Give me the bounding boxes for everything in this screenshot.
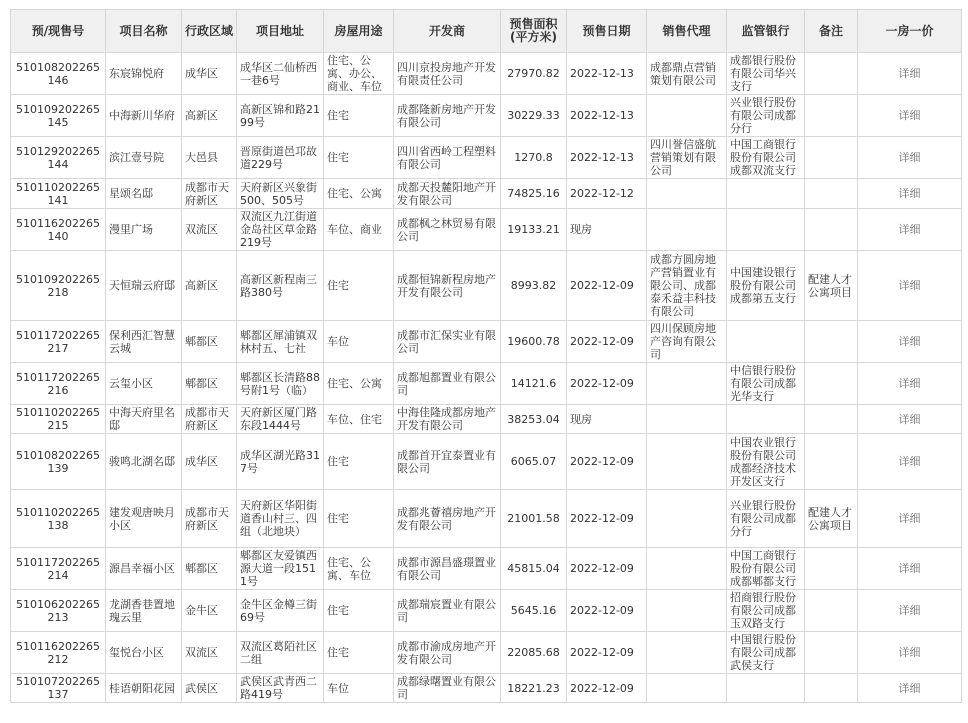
- table-row: [11, 53, 962, 95]
- cell-usage: 住宅: [324, 434, 394, 490]
- cell-bank: 招商银行股份有限公司成都玉双路支行: [727, 590, 805, 632]
- table-row: [11, 179, 962, 209]
- cell-bank: [727, 209, 805, 251]
- cell-note: [805, 53, 858, 95]
- cell-bank: 中国工商银行股份有限公司成都郫都支行: [727, 548, 805, 590]
- cell-address: 郫都区友爱镇西源大道一段1511号: [237, 548, 324, 590]
- cell-developer: 成都枫之林贸易有限公司: [394, 209, 501, 251]
- detail-link[interactable]: 详细: [898, 335, 921, 348]
- cell-district: 郫都区: [182, 321, 237, 363]
- cell-date: 2022-12-13: [567, 95, 647, 137]
- cell-area: 21001.58: [501, 490, 567, 548]
- cell-bank: 兴业银行股份有限公司成都分行: [727, 95, 805, 137]
- col-header-date: 预售日期: [567, 10, 647, 53]
- cell-usage: 住宅: [324, 95, 394, 137]
- cell-agent: [647, 674, 727, 703]
- cell-usage: 车位: [324, 674, 394, 703]
- cell-district: 郫都区: [182, 363, 237, 405]
- cell-presale-number: 510107202265137: [11, 674, 106, 703]
- detail-link[interactable]: 详细: [898, 187, 921, 200]
- cell-agent: [647, 363, 727, 405]
- cell-detail-link: [858, 405, 962, 434]
- detail-link[interactable]: 详细: [898, 412, 921, 426]
- col-header-usage: 房屋用途: [324, 10, 394, 53]
- cell-usage: 住宅: [324, 590, 394, 632]
- cell-bank: 成都银行股份有限公司华兴支行: [727, 53, 805, 95]
- cell-date: 2022-12-09: [567, 321, 647, 363]
- cell-date: 2022-12-09: [567, 434, 647, 490]
- cell-usage: 住宅、公寓: [324, 363, 394, 405]
- cell-detail-link: [858, 590, 962, 632]
- cell-developer: 成都绿曙置业有限公司: [394, 674, 501, 703]
- cell-agent: 成都方圆房地产营销置业有限公司、成都泰禾益丰科技有限公司: [647, 251, 727, 321]
- cell-address: 双流区九江街道金岛社区草金路219号: [237, 209, 324, 251]
- cell-bank: 中国农业银行股份有限公司成都经济技术开发区支行: [727, 434, 805, 490]
- table-row: [11, 95, 962, 137]
- col-header-note: 备注: [805, 10, 858, 53]
- cell-address: 天府新区厦门路东段1444号: [237, 405, 324, 434]
- cell-district: 成华区: [182, 53, 237, 95]
- cell-agent: [647, 179, 727, 209]
- cell-date: 2022-12-09: [567, 490, 647, 548]
- cell-agent: [647, 632, 727, 674]
- cell-district: 高新区: [182, 251, 237, 321]
- table-row: [11, 490, 962, 548]
- cell-area: 74825.16: [501, 179, 567, 209]
- cell-area: 8993.82: [501, 251, 567, 321]
- detail-link[interactable]: 详细: [898, 279, 921, 292]
- cell-agent: [647, 490, 727, 548]
- cell-district: 大邑县: [182, 137, 237, 179]
- cell-usage: 车位、住宅: [324, 405, 394, 434]
- cell-date: 2022-12-09: [567, 363, 647, 405]
- col-header-project-name: 项目名称: [106, 10, 182, 53]
- detail-link[interactable]: 详细: [898, 646, 921, 659]
- cell-address: 高新区新程南三路380号: [237, 251, 324, 321]
- cell-project-name: 中海新川华府: [106, 95, 182, 137]
- cell-developer: 成都旭都置业有限公司: [394, 363, 501, 405]
- cell-date: 2022-12-09: [567, 590, 647, 632]
- cell-developer: 四川省西岭工程塑料有限公司: [394, 137, 501, 179]
- cell-usage: 住宅、公寓、办公、商业、车位: [324, 53, 394, 95]
- cell-project-name: 桂语朝阳花园: [106, 674, 182, 703]
- cell-usage: 住宅: [324, 251, 394, 321]
- cell-date: 2022-12-13: [567, 53, 647, 95]
- cell-date: 现房: [567, 209, 647, 251]
- cell-agent: [647, 548, 727, 590]
- cell-agent: [647, 405, 727, 434]
- cell-project-name: 骏鸣北湖名邸: [106, 434, 182, 490]
- cell-area: 30229.33: [501, 95, 567, 137]
- cell-district: 成华区: [182, 434, 237, 490]
- cell-note: [805, 137, 858, 179]
- cell-project-name: 漫里广场: [106, 209, 182, 251]
- cell-project-name: 源昌幸福小区: [106, 548, 182, 590]
- cell-presale-number: 510110202265141: [11, 179, 106, 209]
- cell-presale-number: 510106202265213: [11, 590, 106, 632]
- cell-presale-number: 510116202265140: [11, 209, 106, 251]
- cell-note: 配建人才公寓项目: [805, 251, 858, 321]
- cell-project-name: 保利西汇智慧云城: [106, 321, 182, 363]
- cell-area: 19133.21: [501, 209, 567, 251]
- detail-link[interactable]: 详细: [898, 455, 921, 468]
- cell-detail-link: [858, 434, 962, 490]
- detail-link[interactable]: 详细: [898, 512, 921, 525]
- table-row: [11, 632, 962, 674]
- col-header-price-list: 一房一价: [858, 10, 962, 53]
- cell-presale-number: 510117202265216: [11, 363, 106, 405]
- cell-area: 27970.82: [501, 53, 567, 95]
- cell-address: 成华区二仙桥西一巷6号: [237, 53, 324, 95]
- table-row: [11, 405, 962, 434]
- cell-usage: 住宅: [324, 632, 394, 674]
- cell-usage: 车位、商业: [324, 209, 394, 251]
- cell-developer: 成都恒锦新程房地产开发有限公司: [394, 251, 501, 321]
- cell-project-name: 云玺小区: [106, 363, 182, 405]
- table-row: [11, 674, 962, 703]
- table-row: [11, 209, 962, 251]
- cell-bank: 中国建设银行股份有限公司成都第五支行: [727, 251, 805, 321]
- cell-note: [805, 434, 858, 490]
- table-row: [11, 321, 962, 363]
- cell-presale-number: 510110202265138: [11, 490, 106, 548]
- cell-developer: 成都天投麓阳地产开发有限公司: [394, 179, 501, 209]
- cell-address: 天府新区兴象街500、505号: [237, 179, 324, 209]
- cell-district: 成都市天府新区: [182, 405, 237, 434]
- col-header-address: 项目地址: [237, 10, 324, 53]
- cell-detail-link: [858, 321, 962, 363]
- col-header-agent: 销售代理: [647, 10, 727, 53]
- detail-link[interactable]: 详细: [898, 151, 921, 164]
- cell-date: 2022-12-09: [567, 251, 647, 321]
- cell-area: 22085.68: [501, 632, 567, 674]
- cell-area: 45815.04: [501, 548, 567, 590]
- cell-presale-number: 510117202265214: [11, 548, 106, 590]
- cell-address: 双流区葛陌社区二组: [237, 632, 324, 674]
- cell-date: 2022-12-09: [567, 674, 647, 703]
- cell-agent: [647, 95, 727, 137]
- table-row: [11, 434, 962, 490]
- cell-address: 天府新区华阳街道香山村三、四组（北地块）: [237, 490, 324, 548]
- cell-project-name: 建发观唐映月小区: [106, 490, 182, 548]
- table-row: [11, 137, 962, 179]
- detail-link[interactable]: 详细: [898, 223, 921, 236]
- cell-presale-number: 510108202265139: [11, 434, 106, 490]
- cell-bank: [727, 405, 805, 434]
- cell-address: 郫都区长清路88号附1号（临）: [237, 363, 324, 405]
- cell-project-name: 龙湖香巷置地瑰云里: [106, 590, 182, 632]
- cell-date: 2022-12-12: [567, 179, 647, 209]
- cell-district: 高新区: [182, 95, 237, 137]
- cell-bank: 中国工商银行股份有限公司成都双流支行: [727, 137, 805, 179]
- cell-address: 武侯区武青西二路419号: [237, 674, 324, 703]
- cell-project-name: 滨江壹号院: [106, 137, 182, 179]
- cell-agent: 成都鼎点营销策划有限公司: [647, 53, 727, 95]
- cell-area: 14121.6: [501, 363, 567, 405]
- col-header-presale-number: 预/现售号: [11, 10, 106, 53]
- col-header-developer: 开发商: [394, 10, 501, 53]
- cell-presale-number: 510110202265215: [11, 405, 106, 434]
- cell-detail-link: [858, 632, 962, 674]
- cell-bank: [727, 321, 805, 363]
- cell-note: [805, 363, 858, 405]
- cell-detail-link: [858, 53, 962, 95]
- cell-note: [805, 95, 858, 137]
- cell-area: 5645.16: [501, 590, 567, 632]
- col-header-bank: 监管银行: [727, 10, 805, 53]
- cell-bank: [727, 179, 805, 209]
- cell-detail-link: [858, 490, 962, 548]
- cell-note: [805, 632, 858, 674]
- cell-area: 18221.23: [501, 674, 567, 703]
- cell-project-name: 东宸锦悦府: [106, 53, 182, 95]
- cell-developer: 成都市源昌盛璟置业有限公司: [394, 548, 501, 590]
- cell-presale-number: 510129202265144: [11, 137, 106, 179]
- detail-link[interactable]: 详细: [898, 562, 921, 575]
- detail-link[interactable]: 详细: [898, 604, 921, 617]
- cell-date: 2022-12-13: [567, 137, 647, 179]
- cell-detail-link: [858, 548, 962, 590]
- cell-district: 武侯区: [182, 674, 237, 703]
- cell-note: [805, 590, 858, 632]
- cell-presale-number: 510109202265218: [11, 251, 106, 321]
- cell-project-name: 天恒瑞云府邸: [106, 251, 182, 321]
- detail-link[interactable]: 详细: [898, 67, 921, 80]
- table-row: [11, 548, 962, 590]
- cell-usage: 住宅: [324, 137, 394, 179]
- cell-developer: 中海佳隆成都房地产开发有限公司: [394, 405, 501, 434]
- table-row: [11, 590, 962, 632]
- cell-district: 金牛区: [182, 590, 237, 632]
- cell-date: 2022-12-09: [567, 632, 647, 674]
- col-header-area: 预售面积 (平方米): [501, 10, 567, 53]
- cell-developer: 成都隆新房地产开发有限公司: [394, 95, 501, 137]
- cell-presale-number: 510116202265212: [11, 632, 106, 674]
- cell-address: 郫都区犀浦镇双林村五、七社: [237, 321, 324, 363]
- cell-note: [805, 209, 858, 251]
- cell-bank: 中信银行股份有限公司成都光华支行: [727, 363, 805, 405]
- cell-address: 高新区锦和路2199号: [237, 95, 324, 137]
- cell-usage: 住宅、公寓、车位: [324, 548, 394, 590]
- cell-detail-link: [858, 179, 962, 209]
- cell-presale-number: 510117202265217: [11, 321, 106, 363]
- cell-note: 配建人才公寓项目: [805, 490, 858, 548]
- cell-usage: 车位: [324, 321, 394, 363]
- cell-date: 2022-12-09: [567, 548, 647, 590]
- cell-developer: 成都市渝成房地产开发有限公司: [394, 632, 501, 674]
- cell-developer: 四川京投房地产开发有限责任公司: [394, 53, 501, 95]
- cell-address: 成华区湖光路317号: [237, 434, 324, 490]
- cell-date: 现房: [567, 405, 647, 434]
- cell-project-name: 星颂名邸: [106, 179, 182, 209]
- table-row: [11, 251, 962, 321]
- cell-developer: 成都兆薈禧房地产开发有限公司: [394, 490, 501, 548]
- cell-note: [805, 179, 858, 209]
- cell-district: 郫都区: [182, 548, 237, 590]
- cell-agent: 四川誉信盛航营销策划有限公司: [647, 137, 727, 179]
- cell-area: 19600.78: [501, 321, 567, 363]
- cell-address: 晋原街道邑邛故道229号: [237, 137, 324, 179]
- cell-district: 成都市天府新区: [182, 179, 237, 209]
- cell-district: 双流区: [182, 632, 237, 674]
- cell-agent: [647, 434, 727, 490]
- cell-agent: [647, 590, 727, 632]
- cell-agent: [647, 209, 727, 251]
- cell-note: [805, 548, 858, 590]
- cell-detail-link: [858, 674, 962, 703]
- detail-link[interactable]: 详细: [898, 377, 921, 390]
- cell-detail-link: [858, 95, 962, 137]
- cell-detail-link: [858, 137, 962, 179]
- table-row: [11, 363, 962, 405]
- presale-table: [10, 9, 962, 703]
- cell-detail-link: [858, 209, 962, 251]
- cell-area: 38253.04: [501, 405, 567, 434]
- cell-bank: [727, 674, 805, 703]
- cell-project-name: 中海天府里名邸: [106, 405, 182, 434]
- detail-link[interactable]: 详细: [898, 681, 921, 695]
- cell-note: [805, 674, 858, 703]
- detail-link[interactable]: 详细: [898, 109, 921, 122]
- cell-area: 6065.07: [501, 434, 567, 490]
- cell-developer: 成都瑞宸置业有限公司: [394, 590, 501, 632]
- cell-presale-number: 510108202265146: [11, 53, 106, 95]
- cell-project-name: 玺悦台小区: [106, 632, 182, 674]
- cell-detail-link: [858, 363, 962, 405]
- cell-detail-link: [858, 251, 962, 321]
- cell-district: 双流区: [182, 209, 237, 251]
- cell-note: [805, 405, 858, 434]
- col-header-district: 行政区域: [182, 10, 237, 53]
- cell-bank: 中国银行股份有限公司成都武侯支行: [727, 632, 805, 674]
- cell-address: 金牛区金樽三街69号: [237, 590, 324, 632]
- cell-developer: 成都市汇保实业有限公司: [394, 321, 501, 363]
- cell-developer: 成都首开宜泰置业有限公司: [394, 434, 501, 490]
- cell-agent: 四川保顾房地产咨询有限公司: [647, 321, 727, 363]
- cell-district: 成都市天府新区: [182, 490, 237, 548]
- cell-area: 1270.8: [501, 137, 567, 179]
- cell-usage: 住宅、公寓: [324, 179, 394, 209]
- cell-bank: 兴业银行股份有限公司成都分行: [727, 490, 805, 548]
- cell-presale-number: 510109202265145: [11, 95, 106, 137]
- cell-note: [805, 321, 858, 363]
- table-header-row: [11, 10, 962, 53]
- cell-usage: 住宅: [324, 490, 394, 548]
